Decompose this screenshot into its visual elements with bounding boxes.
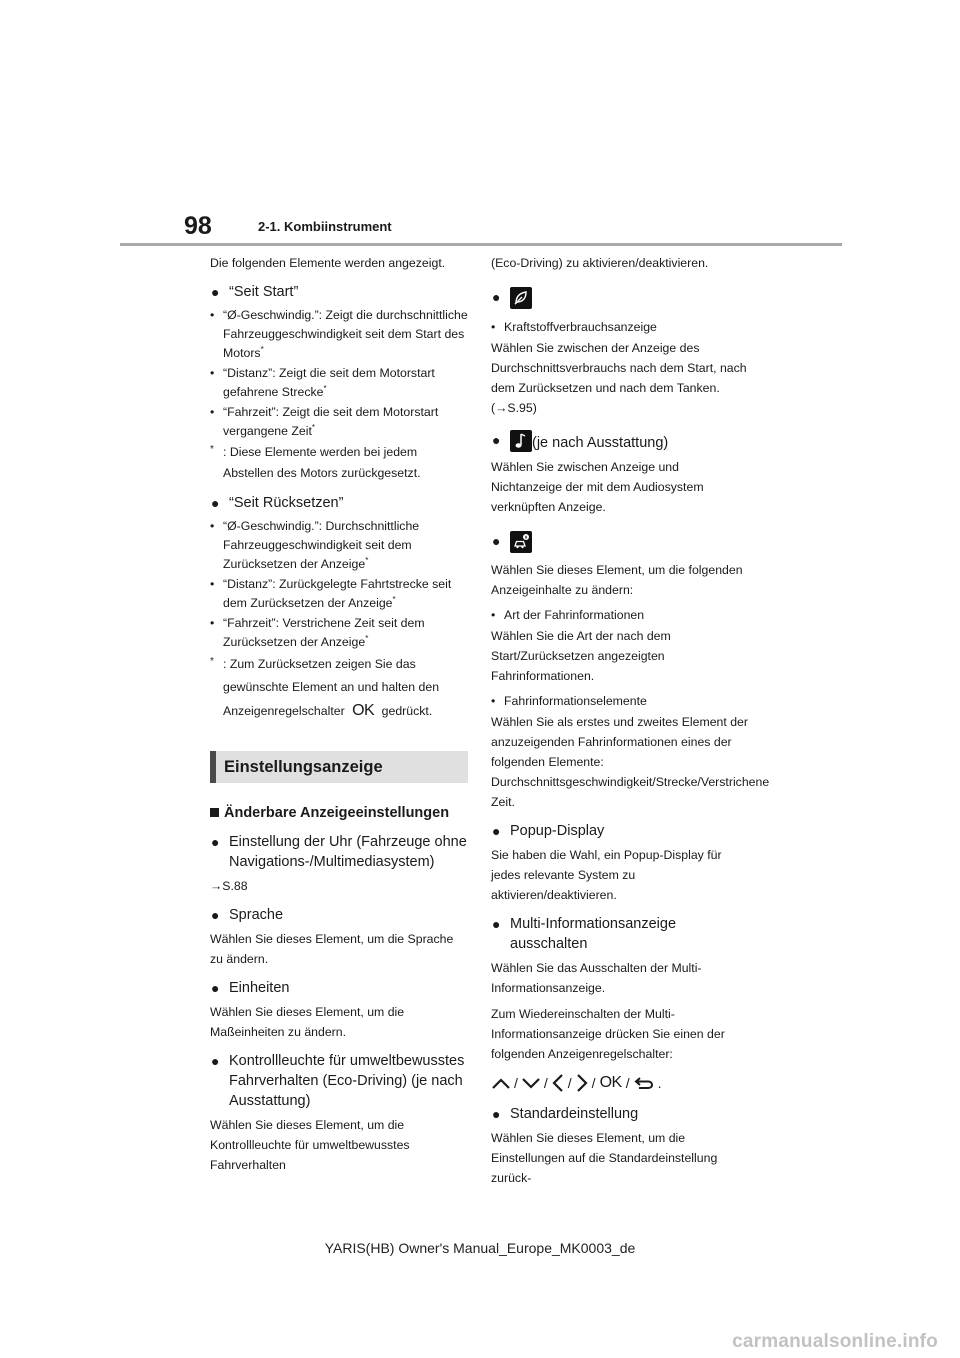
ok-button-icon: OK xyxy=(352,702,375,719)
music-note-icon xyxy=(510,430,532,452)
footnote-text: : Diese Elemente werden bei jedem Abstellen des Motors zurückgesetzt. xyxy=(223,445,421,480)
bullet-icon: ● xyxy=(492,432,501,448)
square-bullet-icon xyxy=(210,808,219,817)
list-item-text: “Distanz”: Zurückgelegte Fahrtstrecke seit dem Zurücksetzen der Anzeige xyxy=(223,577,452,610)
footnote-mark: * xyxy=(260,344,264,354)
footnote-mark: * xyxy=(392,594,396,604)
sub-bullet-icon: • xyxy=(491,694,496,708)
body-text: Wählen Sie dieses Element, um die folgenden Anzeigeinhalte zu ändern: xyxy=(491,563,743,597)
list-item-text: Kraftstoffverbrauchsanzeige xyxy=(504,320,657,334)
list-item-text: “Fahrzeit”: Verstrichene Zeit seit dem Zurücksetzen der Anzeige xyxy=(223,616,425,649)
list-item xyxy=(491,606,749,625)
footer-manual-id: YARIS(HB) Owner's Manual_Europe_MK0003_de xyxy=(324,1240,636,1256)
list-item xyxy=(210,403,468,441)
drive-info-icon xyxy=(510,531,532,553)
subsection-heading xyxy=(210,803,468,823)
back-arrow-icon xyxy=(633,1075,655,1091)
footnote xyxy=(210,653,468,723)
page-reference: →S.88 xyxy=(210,879,248,893)
list-item-text: “Ø-Geschwindig.”: Zeigt die durchschnittliche Fahrzeuggeschwindigkeit seit dem Start des Motors xyxy=(223,308,468,360)
separator: / xyxy=(591,1075,596,1091)
sub-bullet-icon: • xyxy=(210,308,215,322)
separator: / xyxy=(543,1075,548,1091)
body-text: Wählen Sie dieses Element, um die Maßeinheiten zu ändern. xyxy=(210,1005,405,1039)
ok-button-icon: OK xyxy=(599,1074,622,1091)
sub-bullet-icon: • xyxy=(210,616,215,630)
heading-text: (je nach Ausstattung) xyxy=(532,435,669,451)
footnote-mark: * xyxy=(323,383,327,393)
bullet-icon: ● xyxy=(492,916,501,932)
footnote-text-end: gedrückt. xyxy=(381,704,433,718)
body-text: Wählen Sie zwischen Anzeige und Nichtanzeige der mit dem Audiosystem verknüpften Anzeige. xyxy=(491,460,704,514)
list-item xyxy=(210,364,468,402)
list-item xyxy=(210,306,468,363)
sub-bullet-icon: • xyxy=(210,519,215,533)
bullet-icon: ● xyxy=(492,533,501,549)
heading-uhr xyxy=(210,832,468,872)
watermark: carmanualsonline.info xyxy=(732,1331,938,1352)
control-switch-row xyxy=(491,1072,749,1094)
heading-text: Standardeinstellung xyxy=(510,1106,639,1122)
list-item xyxy=(210,575,468,613)
chevron-left-icon xyxy=(551,1073,565,1093)
bullet-icon: ● xyxy=(211,284,220,300)
list-item xyxy=(491,318,749,337)
list-item-text: “Ø-Geschwindig.”: Durchschnittliche Fahrzeuggeschwindigkeit seit dem Zurücksetzen der Anzeige xyxy=(223,519,420,571)
separator: / xyxy=(625,1075,630,1091)
heading-sprache xyxy=(210,905,468,925)
sub-bullet-icon: • xyxy=(491,608,496,622)
heading-leaf xyxy=(491,287,749,310)
heading-text: Sprache xyxy=(229,907,284,923)
bullet-icon: ● xyxy=(492,289,501,305)
footnote-mark: * xyxy=(311,422,315,432)
sub-bullet-icon: • xyxy=(210,366,215,380)
heading-text: Multi-Informationsanzeige ausschalten xyxy=(510,916,677,952)
heading-text: Kontrollleuchte für umweltbewusstes Fahrverhalten (Eco-Driving) (je nach Ausstattung) xyxy=(229,1053,465,1109)
chevron-right-icon xyxy=(575,1073,589,1093)
subsection-heading-text: Änderbare Anzeigeeinstellungen xyxy=(224,805,450,821)
heading-popup xyxy=(491,821,749,841)
heading-audio xyxy=(491,430,749,453)
bullet-icon: ● xyxy=(492,823,501,839)
bullet-icon: ● xyxy=(211,1053,220,1069)
section-title: 2-1. Kombiinstrument xyxy=(258,219,392,234)
bullet-icon: ● xyxy=(211,980,220,996)
heading-text: Einstellung der Uhr (Fahrzeuge ohne Navigations-/Multimediasystem) xyxy=(229,834,467,870)
header-rule xyxy=(120,243,842,246)
body-text: Wählen Sie zwischen der Anzeige des Durchschnittsverbrauchs nach dem Start, nach dem Zurücksetzen und nach dem Tanken. (→S.95) xyxy=(491,341,747,415)
heading-seit-start xyxy=(210,282,468,302)
section-banner: Einstellungsanzeige xyxy=(210,751,468,783)
heading-text: “Seit Rücksetzen” xyxy=(229,495,344,511)
body-text: Wählen Sie dieses Element, um die Kontrollleuchte für umweltbewusstes Fahrverhalten xyxy=(210,1118,410,1172)
body-text: Wählen Sie das Ausschalten der Multi-Informationsanzeige. xyxy=(491,961,702,995)
body-text: Wählen Sie dieses Element, um die Sprache zu ändern. xyxy=(210,932,454,966)
heading-text: Popup-Display xyxy=(510,823,605,839)
list-item-text: Fahrinformationselemente xyxy=(504,694,647,708)
chevron-up-icon xyxy=(491,1076,511,1090)
left-column xyxy=(210,250,468,1181)
separator: / xyxy=(567,1075,572,1091)
heading-drive-info xyxy=(491,531,749,554)
heading-text: Einheiten xyxy=(229,980,290,996)
heading-text: “Seit Start” xyxy=(229,284,299,300)
intro-text: Die folgenden Elemente werden angezeigt. xyxy=(210,256,446,270)
bullet-icon: ● xyxy=(492,1106,501,1122)
bullet-icon: ● xyxy=(211,907,220,923)
body-text: (Eco-Driving) zu aktivieren/deaktivieren. xyxy=(491,256,709,270)
footnote-text: : Zum Zurücksetzen zeigen Sie das gewünschte Element an und halten den Anzeigenregelschalter xyxy=(223,657,440,718)
list-item xyxy=(210,517,468,574)
leaf-icon xyxy=(510,287,532,309)
list-item-text: “Fahrzeit”: Zeigt die seit dem Motorstart vergangene Zeit xyxy=(223,405,439,438)
heading-standard xyxy=(491,1104,749,1124)
sub-bullet-icon: • xyxy=(210,577,215,591)
right-column xyxy=(491,250,770,1194)
body-text: Wählen Sie als erstes und zweites Element der anzuzeigenden Fahrinformationen eines der folgenden Elemente: Durchschnittsgeschwindigkeit/Strecke/Verstrichene Zeit. xyxy=(491,715,770,809)
heading-mid-off xyxy=(491,914,749,954)
bullet-icon: ● xyxy=(211,834,220,850)
list-item-text: Art der Fahrinformationen xyxy=(504,608,645,622)
list-item xyxy=(491,692,749,711)
footnote-mark: * xyxy=(365,555,369,565)
list-item-text: “Distanz”: Zeigt die seit dem Motorstart gefahrene Strecke xyxy=(223,366,435,399)
footnote-asterisk: * xyxy=(210,444,214,455)
bullet-icon: ● xyxy=(211,495,220,511)
period: . xyxy=(657,1075,662,1091)
body-text: Wählen Sie dieses Element, um die Einstellungen auf die Standardeinstellung zurück- xyxy=(491,1131,718,1185)
heading-einheiten xyxy=(210,978,468,998)
footnote-mark: * xyxy=(365,633,369,643)
heading-seit-ruecksetzen xyxy=(210,493,468,513)
separator: / xyxy=(514,1075,518,1091)
body-text: Sie haben die Wahl, ein Popup-Display für jedes relevante System zu aktivieren/deaktivieren. xyxy=(491,848,722,902)
sub-bullet-icon: • xyxy=(210,405,215,419)
sub-bullet-icon: • xyxy=(491,320,496,334)
list-item xyxy=(210,614,468,652)
body-text: Wählen Sie die Art der nach dem Start/Zurücksetzen angezeigten Fahrinformationen. xyxy=(491,629,671,683)
page-number: 98 xyxy=(184,212,212,240)
body-text: Zum Wiedereinschalten der Multi-Informationsanzeige drücken Sie einen der folgenden Anzeigenregelschalter: xyxy=(491,1007,725,1061)
heading-eco xyxy=(210,1051,468,1111)
footnote-asterisk: * xyxy=(210,656,214,667)
footnote xyxy=(210,442,468,484)
chevron-down-icon xyxy=(521,1076,541,1090)
